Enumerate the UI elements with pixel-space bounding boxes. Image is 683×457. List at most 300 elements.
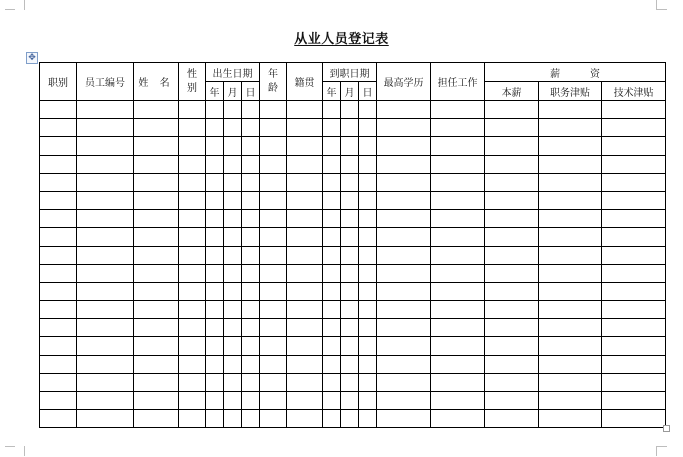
table-cell[interactable]	[539, 155, 602, 173]
table-cell[interactable]	[341, 337, 359, 355]
table-cell[interactable]	[260, 319, 287, 337]
table-cell[interactable]	[539, 301, 602, 319]
table-cell[interactable]	[40, 373, 77, 391]
table-cell[interactable]	[323, 282, 341, 300]
table-cell[interactable]	[40, 173, 77, 191]
table-cell[interactable]	[179, 210, 206, 228]
table-cell[interactable]	[40, 137, 77, 155]
table-cell[interactable]	[485, 101, 539, 119]
table-cell[interactable]	[377, 355, 431, 373]
table-cell[interactable]	[77, 119, 134, 137]
table-cell[interactable]	[341, 282, 359, 300]
table-cell[interactable]	[179, 228, 206, 246]
table-cell[interactable]	[77, 210, 134, 228]
table-cell[interactable]	[77, 392, 134, 410]
table-cell[interactable]	[359, 337, 377, 355]
table-cell[interactable]	[242, 319, 260, 337]
table-cell[interactable]	[323, 319, 341, 337]
table-cell[interactable]	[323, 301, 341, 319]
table-cell[interactable]	[377, 373, 431, 391]
table-cell[interactable]	[260, 210, 287, 228]
table-cell[interactable]	[602, 373, 666, 391]
table-cell[interactable]	[224, 319, 242, 337]
table-cell[interactable]	[359, 101, 377, 119]
table-cell[interactable]	[40, 392, 77, 410]
table-cell[interactable]	[134, 228, 179, 246]
table-cell[interactable]	[359, 119, 377, 137]
table-cell[interactable]	[260, 373, 287, 391]
table-cell[interactable]	[40, 264, 77, 282]
table-cell[interactable]	[431, 137, 485, 155]
table-cell[interactable]	[287, 173, 323, 191]
table-cell[interactable]	[485, 119, 539, 137]
table-cell[interactable]	[602, 337, 666, 355]
table-cell[interactable]	[377, 282, 431, 300]
table-cell[interactable]	[323, 173, 341, 191]
table-cell[interactable]	[341, 355, 359, 373]
table-cell[interactable]	[260, 301, 287, 319]
table-cell[interactable]	[602, 101, 666, 119]
table-cell[interactable]	[287, 101, 323, 119]
table-cell[interactable]	[323, 210, 341, 228]
table-cell[interactable]	[224, 119, 242, 137]
table-cell[interactable]	[134, 191, 179, 209]
table-cell[interactable]	[134, 392, 179, 410]
table-cell[interactable]	[359, 228, 377, 246]
table-cell[interactable]	[341, 173, 359, 191]
table-cell[interactable]	[287, 191, 323, 209]
table-cell[interactable]	[179, 355, 206, 373]
table-cell[interactable]	[431, 173, 485, 191]
table-cell[interactable]	[179, 173, 206, 191]
table-cell[interactable]	[323, 137, 341, 155]
table-cell[interactable]	[40, 101, 77, 119]
table-cell[interactable]	[242, 410, 260, 428]
table-cell[interactable]	[431, 355, 485, 373]
table-cell[interactable]	[602, 119, 666, 137]
table-cell[interactable]	[602, 246, 666, 264]
table-cell[interactable]	[242, 392, 260, 410]
table-cell[interactable]	[431, 101, 485, 119]
table-cell[interactable]	[341, 410, 359, 428]
table-cell[interactable]	[431, 282, 485, 300]
table-cell[interactable]	[539, 264, 602, 282]
table-cell[interactable]	[377, 119, 431, 137]
table-cell[interactable]	[224, 137, 242, 155]
table-cell[interactable]	[485, 210, 539, 228]
table-cell[interactable]	[260, 155, 287, 173]
table-cell[interactable]	[431, 301, 485, 319]
table-cell[interactable]	[179, 410, 206, 428]
table-cell[interactable]	[287, 337, 323, 355]
table-cell[interactable]	[134, 155, 179, 173]
table-cell[interactable]	[206, 410, 224, 428]
table-cell[interactable]	[242, 228, 260, 246]
table-cell[interactable]	[260, 228, 287, 246]
table-cell[interactable]	[134, 355, 179, 373]
table-cell[interactable]	[485, 392, 539, 410]
table-cell[interactable]	[359, 137, 377, 155]
table-cell[interactable]	[323, 155, 341, 173]
table-cell[interactable]	[260, 392, 287, 410]
table-cell[interactable]	[377, 246, 431, 264]
table-cell[interactable]	[377, 137, 431, 155]
table-cell[interactable]	[224, 191, 242, 209]
table-move-handle-icon[interactable]: ✥	[26, 52, 38, 64]
table-cell[interactable]	[377, 173, 431, 191]
table-cell[interactable]	[539, 173, 602, 191]
table-cell[interactable]	[341, 373, 359, 391]
table-cell[interactable]	[602, 410, 666, 428]
table-cell[interactable]	[224, 373, 242, 391]
table-cell[interactable]	[134, 319, 179, 337]
table-cell[interactable]	[179, 392, 206, 410]
table-cell[interactable]	[431, 155, 485, 173]
table-cell[interactable]	[77, 301, 134, 319]
table-cell[interactable]	[485, 282, 539, 300]
table-cell[interactable]	[539, 373, 602, 391]
table-cell[interactable]	[485, 264, 539, 282]
table-cell[interactable]	[179, 337, 206, 355]
table-cell[interactable]	[431, 264, 485, 282]
table-cell[interactable]	[377, 337, 431, 355]
table-cell[interactable]	[359, 246, 377, 264]
table-cell[interactable]	[242, 337, 260, 355]
table-cell[interactable]	[77, 355, 134, 373]
table-cell[interactable]	[485, 301, 539, 319]
table-cell[interactable]	[40, 301, 77, 319]
table-cell[interactable]	[602, 210, 666, 228]
table-cell[interactable]	[77, 191, 134, 209]
table-cell[interactable]	[224, 155, 242, 173]
table-cell[interactable]	[539, 355, 602, 373]
table-cell[interactable]	[134, 101, 179, 119]
table-cell[interactable]	[134, 246, 179, 264]
table-cell[interactable]	[206, 355, 224, 373]
table-cell[interactable]	[242, 119, 260, 137]
table-cell[interactable]	[602, 173, 666, 191]
table-cell[interactable]	[287, 246, 323, 264]
table-cell[interactable]	[260, 173, 287, 191]
table-cell[interactable]	[206, 191, 224, 209]
table-cell[interactable]	[287, 319, 323, 337]
table-cell[interactable]	[287, 137, 323, 155]
table-cell[interactable]	[485, 319, 539, 337]
table-cell[interactable]	[602, 282, 666, 300]
table-cell[interactable]	[77, 101, 134, 119]
table-cell[interactable]	[77, 173, 134, 191]
table-cell[interactable]	[485, 373, 539, 391]
table-cell[interactable]	[602, 191, 666, 209]
table-cell[interactable]	[134, 137, 179, 155]
table-cell[interactable]	[485, 137, 539, 155]
table-cell[interactable]	[359, 373, 377, 391]
table-cell[interactable]	[134, 301, 179, 319]
table-cell[interactable]	[206, 210, 224, 228]
table-cell[interactable]	[377, 101, 431, 119]
table-cell[interactable]	[341, 155, 359, 173]
table-cell[interactable]	[242, 101, 260, 119]
table-cell[interactable]	[224, 173, 242, 191]
table-cell[interactable]	[179, 137, 206, 155]
table-cell[interactable]	[359, 355, 377, 373]
table-cell[interactable]	[359, 410, 377, 428]
table-cell[interactable]	[40, 228, 77, 246]
table-cell[interactable]	[539, 101, 602, 119]
table-cell[interactable]	[359, 264, 377, 282]
table-cell[interactable]	[260, 264, 287, 282]
table-cell[interactable]	[323, 410, 341, 428]
table-cell[interactable]	[206, 101, 224, 119]
table-cell[interactable]	[323, 246, 341, 264]
table-cell[interactable]	[431, 119, 485, 137]
table-cell[interactable]	[206, 301, 224, 319]
table-cell[interactable]	[602, 155, 666, 173]
table-cell[interactable]	[287, 264, 323, 282]
table-cell[interactable]	[287, 228, 323, 246]
table-cell[interactable]	[341, 228, 359, 246]
table-cell[interactable]	[77, 246, 134, 264]
table-cell[interactable]	[377, 210, 431, 228]
table-cell[interactable]	[359, 210, 377, 228]
table-cell[interactable]	[287, 410, 323, 428]
table-cell[interactable]	[377, 228, 431, 246]
table-cell[interactable]	[77, 228, 134, 246]
table-cell[interactable]	[134, 373, 179, 391]
table-cell[interactable]	[287, 355, 323, 373]
table-cell[interactable]	[224, 392, 242, 410]
table-cell[interactable]	[431, 246, 485, 264]
table-cell[interactable]	[287, 301, 323, 319]
table-cell[interactable]	[77, 410, 134, 428]
table-cell[interactable]	[377, 410, 431, 428]
table-cell[interactable]	[242, 173, 260, 191]
table-cell[interactable]	[260, 101, 287, 119]
table-cell[interactable]	[377, 191, 431, 209]
table-cell[interactable]	[206, 282, 224, 300]
table-cell[interactable]	[179, 282, 206, 300]
table-cell[interactable]	[341, 301, 359, 319]
table-cell[interactable]	[77, 319, 134, 337]
table-cell[interactable]	[602, 301, 666, 319]
table-cell[interactable]	[206, 373, 224, 391]
table-cell[interactable]	[431, 319, 485, 337]
table-cell[interactable]	[134, 210, 179, 228]
table-cell[interactable]	[323, 101, 341, 119]
table-cell[interactable]	[40, 319, 77, 337]
table-cell[interactable]	[224, 264, 242, 282]
table-cell[interactable]	[341, 264, 359, 282]
table-cell[interactable]	[323, 264, 341, 282]
table-cell[interactable]	[431, 210, 485, 228]
table-cell[interactable]	[359, 155, 377, 173]
table-cell[interactable]	[485, 337, 539, 355]
table-cell[interactable]	[260, 191, 287, 209]
table-cell[interactable]	[40, 191, 77, 209]
table-cell[interactable]	[206, 264, 224, 282]
table-cell[interactable]	[206, 392, 224, 410]
table-cell[interactable]	[77, 137, 134, 155]
table-cell[interactable]	[431, 191, 485, 209]
table-cell[interactable]	[431, 228, 485, 246]
table-cell[interactable]	[179, 246, 206, 264]
table-cell[interactable]	[485, 246, 539, 264]
table-cell[interactable]	[602, 319, 666, 337]
table-cell[interactable]	[179, 191, 206, 209]
table-cell[interactable]	[341, 191, 359, 209]
table-cell[interactable]	[77, 337, 134, 355]
table-cell[interactable]	[539, 392, 602, 410]
table-cell[interactable]	[539, 210, 602, 228]
table-cell[interactable]	[323, 392, 341, 410]
table-cell[interactable]	[341, 319, 359, 337]
table-cell[interactable]	[485, 410, 539, 428]
table-cell[interactable]	[287, 282, 323, 300]
table-cell[interactable]	[260, 137, 287, 155]
table-cell[interactable]	[134, 264, 179, 282]
table-cell[interactable]	[206, 337, 224, 355]
table-cell[interactable]	[179, 373, 206, 391]
table-cell[interactable]	[539, 137, 602, 155]
table-cell[interactable]	[179, 319, 206, 337]
table-cell[interactable]	[134, 119, 179, 137]
table-cell[interactable]	[242, 210, 260, 228]
table-cell[interactable]	[341, 101, 359, 119]
table-cell[interactable]	[377, 264, 431, 282]
table-cell[interactable]	[260, 337, 287, 355]
table-cell[interactable]	[206, 119, 224, 137]
table-cell[interactable]	[323, 228, 341, 246]
table-cell[interactable]	[224, 301, 242, 319]
table-cell[interactable]	[341, 246, 359, 264]
table-cell[interactable]	[242, 137, 260, 155]
table-cell[interactable]	[224, 410, 242, 428]
table-cell[interactable]	[377, 155, 431, 173]
table-cell[interactable]	[602, 228, 666, 246]
table-cell[interactable]	[431, 373, 485, 391]
table-cell[interactable]	[323, 191, 341, 209]
table-cell[interactable]	[539, 246, 602, 264]
table-cell[interactable]	[206, 155, 224, 173]
table-cell[interactable]	[242, 264, 260, 282]
table-cell[interactable]	[341, 119, 359, 137]
table-cell[interactable]	[539, 337, 602, 355]
table-cell[interactable]	[40, 246, 77, 264]
table-cell[interactable]	[77, 264, 134, 282]
table-cell[interactable]	[539, 119, 602, 137]
table-cell[interactable]	[77, 373, 134, 391]
table-cell[interactable]	[287, 373, 323, 391]
table-cell[interactable]	[40, 410, 77, 428]
table-cell[interactable]	[287, 210, 323, 228]
table-cell[interactable]	[179, 264, 206, 282]
table-cell[interactable]	[40, 337, 77, 355]
table-cell[interactable]	[77, 282, 134, 300]
table-resize-handle[interactable]	[663, 425, 670, 432]
table-cell[interactable]	[287, 119, 323, 137]
table-cell[interactable]	[242, 355, 260, 373]
table-cell[interactable]	[287, 155, 323, 173]
table-cell[interactable]	[323, 373, 341, 391]
table-cell[interactable]	[359, 282, 377, 300]
table-cell[interactable]	[377, 301, 431, 319]
table-cell[interactable]	[40, 282, 77, 300]
table-cell[interactable]	[359, 301, 377, 319]
table-cell[interactable]	[40, 155, 77, 173]
table-cell[interactable]	[602, 355, 666, 373]
table-cell[interactable]	[242, 155, 260, 173]
table-cell[interactable]	[206, 246, 224, 264]
table-cell[interactable]	[40, 210, 77, 228]
table-cell[interactable]	[206, 228, 224, 246]
table-cell[interactable]	[539, 319, 602, 337]
table-cell[interactable]	[224, 101, 242, 119]
table-cell[interactable]	[602, 392, 666, 410]
table-cell[interactable]	[134, 410, 179, 428]
table-cell[interactable]	[323, 355, 341, 373]
table-cell[interactable]	[539, 282, 602, 300]
table-cell[interactable]	[179, 155, 206, 173]
table-cell[interactable]	[602, 264, 666, 282]
table-cell[interactable]	[359, 191, 377, 209]
table-cell[interactable]	[485, 191, 539, 209]
table-cell[interactable]	[134, 282, 179, 300]
table-cell[interactable]	[224, 355, 242, 373]
table-cell[interactable]	[359, 392, 377, 410]
table-cell[interactable]	[260, 282, 287, 300]
table-cell[interactable]	[377, 319, 431, 337]
table-cell[interactable]	[224, 246, 242, 264]
table-cell[interactable]	[206, 173, 224, 191]
table-cell[interactable]	[359, 173, 377, 191]
table-cell[interactable]	[431, 410, 485, 428]
table-cell[interactable]	[242, 373, 260, 391]
table-cell[interactable]	[377, 392, 431, 410]
table-cell[interactable]	[40, 119, 77, 137]
table-cell[interactable]	[341, 137, 359, 155]
table-cell[interactable]	[40, 355, 77, 373]
table-cell[interactable]	[242, 191, 260, 209]
table-cell[interactable]	[179, 119, 206, 137]
table-cell[interactable]	[359, 319, 377, 337]
table-cell[interactable]	[224, 337, 242, 355]
table-cell[interactable]	[485, 155, 539, 173]
table-cell[interactable]	[539, 410, 602, 428]
table-cell[interactable]	[77, 155, 134, 173]
table-cell[interactable]	[224, 228, 242, 246]
table-cell[interactable]	[224, 210, 242, 228]
table-cell[interactable]	[206, 319, 224, 337]
table-cell[interactable]	[134, 173, 179, 191]
table-cell[interactable]	[260, 355, 287, 373]
table-cell[interactable]	[260, 246, 287, 264]
table-cell[interactable]	[206, 137, 224, 155]
table-cell[interactable]	[242, 246, 260, 264]
table-cell[interactable]	[224, 282, 242, 300]
table-cell[interactable]	[179, 101, 206, 119]
table-cell[interactable]	[242, 282, 260, 300]
table-cell[interactable]	[485, 228, 539, 246]
table-cell[interactable]	[134, 337, 179, 355]
table-cell[interactable]	[341, 210, 359, 228]
table-cell[interactable]	[260, 410, 287, 428]
table-cell[interactable]	[431, 392, 485, 410]
table-cell[interactable]	[431, 337, 485, 355]
table-cell[interactable]	[260, 119, 287, 137]
table-cell[interactable]	[539, 228, 602, 246]
table-cell[interactable]	[341, 392, 359, 410]
table-cell[interactable]	[485, 173, 539, 191]
